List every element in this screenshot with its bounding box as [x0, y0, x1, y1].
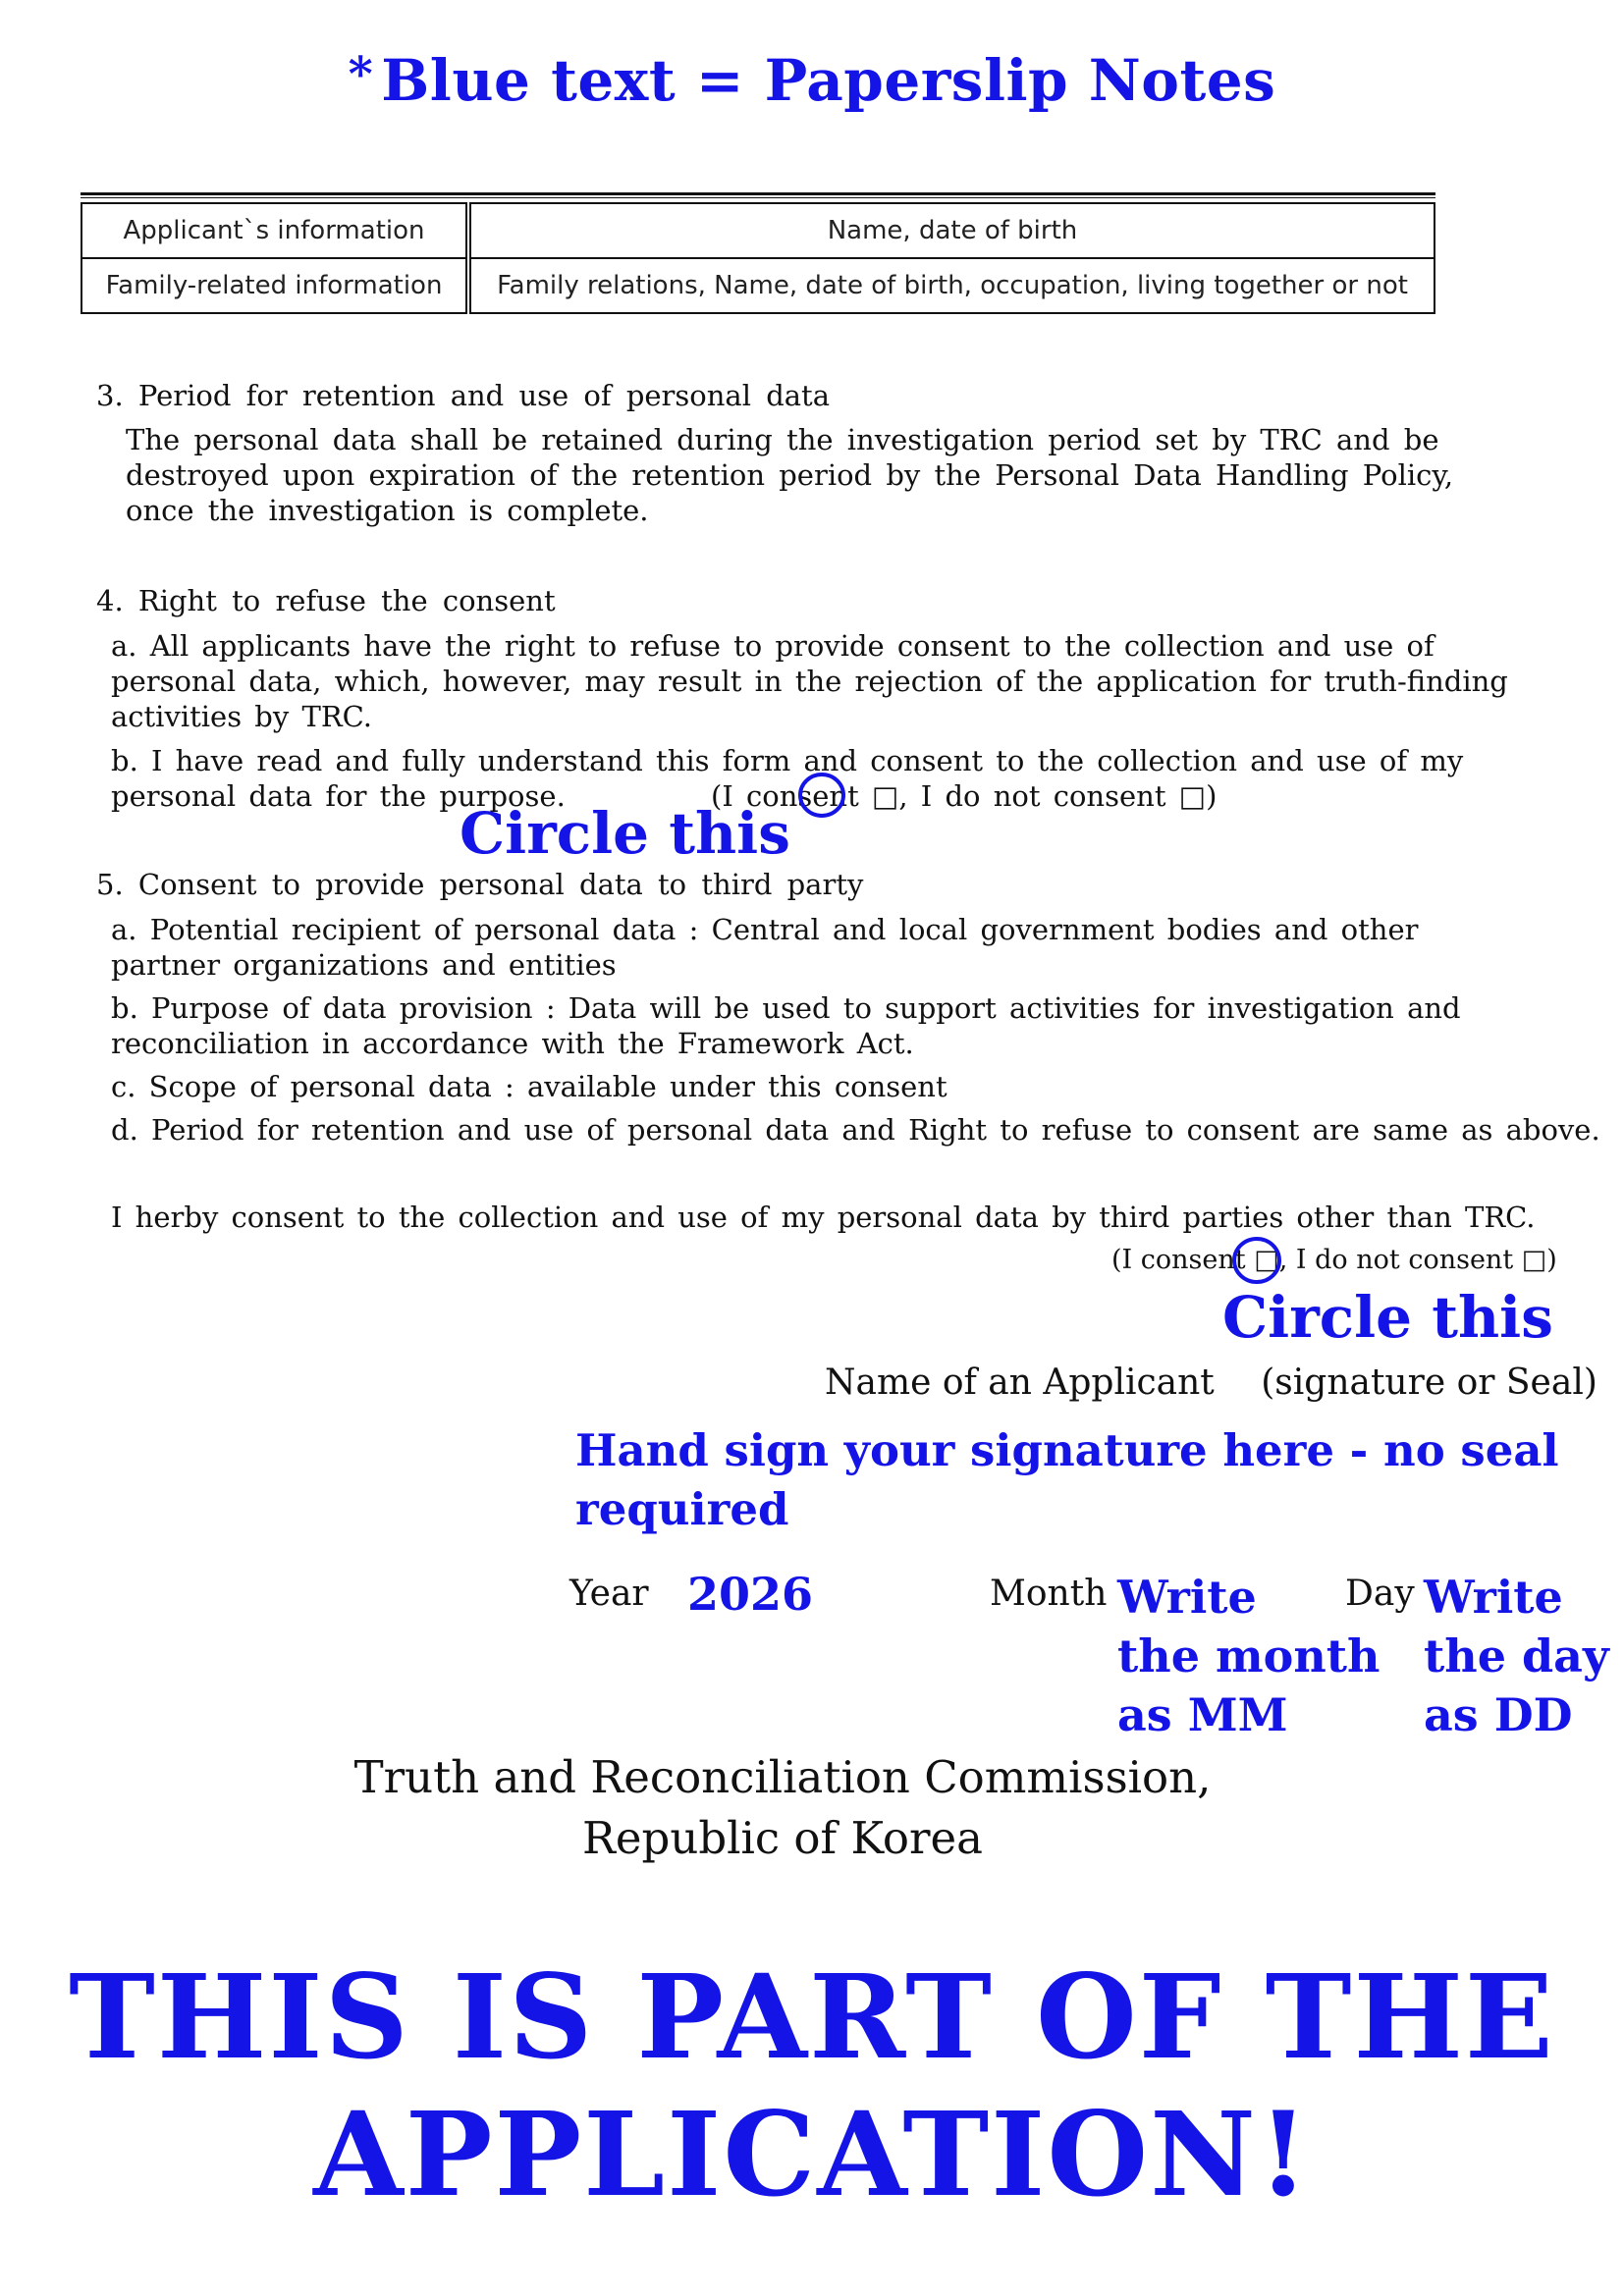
commission-line-1: Truth and Reconciliation Commission,	[353, 1751, 1212, 1803]
applicant-info-value: Name, date of birth	[468, 203, 1435, 258]
consent-choice-1[interactable]: (I consent □, I do not consent □)	[711, 779, 1218, 813]
day-note-line: Write	[1424, 1571, 1563, 1624]
section-4-item-b-text: b. I have read and fully understand this form and consent to the collection and use of my personal data for the purpose.	[111, 744, 1464, 813]
header-note-text: Blue text = Paperslip Notes	[381, 47, 1276, 114]
footer-note-line-2: APPLICATION!	[313, 2086, 1311, 2222]
signature-note: Hand sign your signature here - no seal required	[575, 1424, 1559, 1535]
section-4-title: 4. Right to refuse the consent	[96, 584, 556, 617]
signature-line	[825, 1362, 1597, 1403]
month-note[interactable]	[1117, 1568, 1380, 1744]
family-info-label: Family-related information	[81, 258, 468, 313]
circle-this-note: Circle this	[1222, 1284, 1553, 1351]
footer-note-line-1: THIS IS PART OF THE	[69, 1949, 1555, 2085]
header-asterisk: *	[348, 47, 374, 102]
section-5-item-b: b. Purpose of data provision : Data will be used to support activities for investigation and reconciliation in accordance with the Framework Act.	[111, 991, 1461, 1060]
application-warning-note	[0, 1949, 1624, 2223]
section-4-item-a: a. All applicants have the right to refuse to provide consent to the collection and use of personal data, which, however, may result in the rejection of the application for truth-finding activities by TRC.	[111, 629, 1508, 733]
commission-line-2: Republic of Korea	[582, 1812, 983, 1864]
day-note-line: the day	[1424, 1629, 1609, 1682]
applicant-name-label: Name of an Applicant	[825, 1362, 1215, 1403]
month-note-line: as MM	[1117, 1688, 1288, 1741]
circle-mark-icon	[797, 771, 846, 820]
day-note-line: as DD	[1424, 1688, 1573, 1741]
section-5-title: 5. Consent to provide personal data to third party	[96, 868, 864, 901]
circle-this-note: Circle this	[460, 800, 790, 867]
section-5-item-d: d. Period for retention and use of personal data and Right to refuse to consent are same as above.	[111, 1113, 1600, 1147]
section-5-item-c: c. Scope of personal data : available under this consent	[111, 1070, 947, 1103]
circle-mark-icon	[1230, 1235, 1283, 1286]
table-row	[81, 258, 1435, 313]
month-note-line: the month	[1117, 1629, 1380, 1682]
day-note[interactable]	[1424, 1568, 1609, 1744]
third-party-consent-statement: I herby consent to the collection and use of my personal data by third parties other than TRC.	[111, 1201, 1536, 1234]
consent-choice-2[interactable]: (I consent □, I do not consent □)	[1111, 1245, 1557, 1275]
month-note-line: Write	[1117, 1571, 1257, 1624]
section-3-title: 3. Period for retention and use of personal data	[96, 379, 831, 412]
table-top-rule-thin	[81, 197, 1435, 198]
applicant-info-label: Applicant`s information	[81, 203, 468, 258]
info-table-grid	[81, 202, 1435, 314]
family-info-value: Family relations, Name, date of birth, occupation, living together or not	[468, 258, 1435, 313]
signature-seal-label[interactable]: (signature or Seal)	[1261, 1362, 1597, 1403]
section-5-item-a: a. Potential recipient of personal data : Central and local government bodies and other partner organizations and entities	[111, 913, 1419, 982]
month-label: Month	[990, 1574, 1108, 1614]
year-label: Year	[569, 1574, 649, 1614]
section-3-body: The personal data shall be retained during the investigation period set by TRC and be destroyed upon expiration of the retention period by the Personal Data Handling Policy, once the investigation is complete.	[126, 423, 1454, 527]
table-top-rule	[81, 192, 1435, 195]
year-value[interactable]: 2026	[687, 1568, 814, 1621]
paperslip-notes-header	[0, 47, 1624, 114]
table-row	[81, 203, 1435, 258]
commission-name	[0, 1747, 1624, 1869]
day-label: Day	[1345, 1574, 1415, 1614]
